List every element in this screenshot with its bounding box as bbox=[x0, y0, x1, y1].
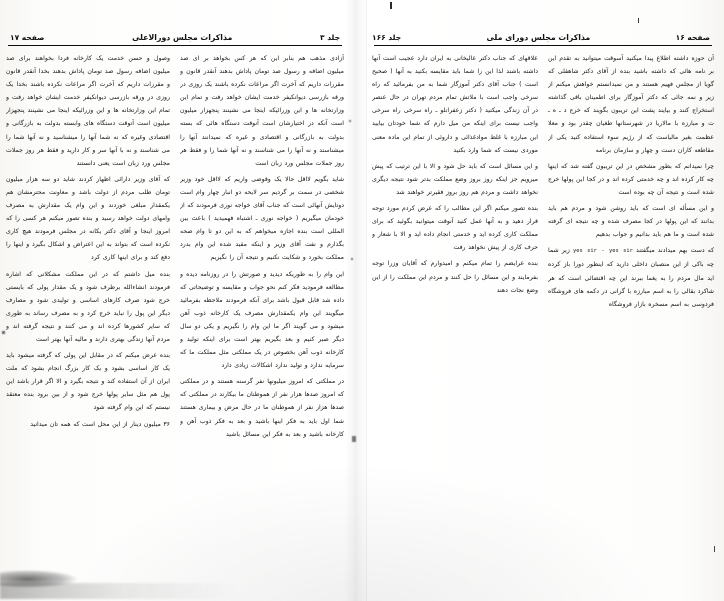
latin-quote: yes sir - yes sir bbox=[573, 248, 633, 255]
right-page-outer-column bbox=[372, 52, 538, 587]
left-page-number-label: صفحه ۱۷ bbox=[10, 33, 45, 42]
paragraph: چرا نمیدانم که بطور مشخص در این تریبون گفته شد که اینها چه کار کرده اند و چه خدمتی کرده اند و در کجا این پولها خرج شده است و نتیجه آن چه بوده است bbox=[548, 162, 714, 196]
paragraph: و این مسائل است که باید حل شود و الا با این ترتیب که پیش میرویم جز اینکه روز بروز وضع مملکت بدتر شود نتیجه دیگری نخواهد داشت و مردم هم روز بروز فقیرتر خواهند شد bbox=[372, 162, 538, 196]
paragraph: آزادی مذهب هم بنابر این که هر کس بخواهد بر ای صد میلیون اضافه و رسول صد تومان پاداش بدهند آنقدر قانون و مقررات داریم که آخرت اگر مراعات نکرده باشند یک روزی در ورقه بازرسی دیوانکیفر خدمت ایشان خواهد رفت و تمام این وزارتخانه ها و این وزرائیکه اینجا می نشینند پنجهزار میلیون است آنکه در اختیارشان است آنوقت دستگاه هائی که بسته بدولت به بازرگانی و اقتصادی و غیره که نمیدانند آنها را میشناسند و نه آنها را می شناسند و نه آنها شما را و فقط هر روز جملات مجلس ورد زبان است bbox=[180, 55, 344, 167]
page-fold-line bbox=[366, 0, 367, 601]
left-page-inner-column bbox=[6, 52, 170, 587]
right-page-volume-label: جلد ۱۶۶ bbox=[372, 33, 402, 42]
paragraph: بنده تصور میکنم اگر این مطالب را که عرض کردم مورد توجه قرار دهید و به آنها عمل کنید آنوقت میتوانید بگوئید که برای مملکت کاری کرده اید و خدمتی انجام داده اید و الا با شعار و حرف کاری از پیش نخواهد رفت bbox=[372, 205, 538, 252]
paragraph: وصول و حسن خدمت یک کارخانه فردا بخواهند برای صد میلیون اضافه رسول صد تومان پاداش بدهند بخدا آنقدر قانون و مقررات داریم که آخرت اگر مراعات نکرده باشند بخدا یک روزی در ورقه بازرسی دیوانکیفر خدمت ایشان خواهد رفت و تمام این وزارتخانه ها و این وزرائیکه اینجا می نشینند پنجهزار میلیون است آنوقت دستگاه های وابسته بدولت به بازرگانی و اقتصادی وغیره که نه شما آنها را میشناسید و نه آنها شما را می شناسند و نه با آنها سر و کار دارید و فقط هر روز جملات مجلس ورد زبان است یعنی دانستند bbox=[6, 55, 170, 167]
left-page-columns bbox=[6, 52, 344, 587]
left-page-header-rule bbox=[8, 45, 342, 46]
paragraph: ۳۶ میلیون دینار از این محل است که همه تان میدانید bbox=[30, 420, 170, 428]
paragraph: بنده عرایضم را تمام میکنم و امیدوارم که آقایان وزرا توجه بفرمایند و این مسائل را حل کنند و مردم این مملکت را از این وضع نجات دهند bbox=[372, 260, 538, 294]
right-page bbox=[362, 0, 724, 601]
right-page-columns bbox=[372, 52, 714, 587]
paragraph: که آقای وزیر دارائی اظهار کردند شاید دو سه هزار میلیون تومان طلب مردم از دولت باشد و معاونت محترمشان هم یکمقدار مبلغی خوردند و این وام یک مقدارش به مصرف وامهای دولت خواهد رسید و بنده تصور میکنم هر کسی را که امروز اینجا و آقای دکتر یکانه در مجلس فرمودند هیچ کاری نکرده است که بتواند به این اعتراض و اشکال بگیرد و اینها را دفع کند و برای اینها کاری کرد bbox=[6, 175, 170, 262]
paragraph: شاید بگویم لااقل حالا یک وقوضی واریم که لااقل خود وزیر شخصی در سمت بر گردیم سر لایحه دو انبار چهار وام است دوتایش آنهائی است که جناب آقای خواجه نوری فرمودند که از خودمان میگیریم ( خواجه نوری ـ اشتباه فهمیدید ) باعث بین المللی است بنده اجازه میخواهم که به این دو تا وام صحه بگذارم و نفت آقای وزیر و اینکه مقید شده این وام بدرد مملکت بخورد و شکایت نکنیم و نتیجه آن را نگیریم bbox=[180, 175, 344, 262]
right-page-header-rule bbox=[374, 45, 712, 46]
left-page-volume-label: جلد ۳ bbox=[320, 33, 340, 42]
paragraph: بنده عرض میکنم که در مقابل این پولی که گرفته میشود باید یک کار اساسی بشود و یک کار بزرگ انجام بشود که ملت ایران از آن استفاده کند و نتیجه بگیرد و الا اگر قرار باشد این پول هم مثل سایر پولها خرج شود و از بین برود بنده معتقد نیستم که این وام گرفته شود bbox=[6, 352, 170, 412]
right-page-inner-column bbox=[548, 52, 714, 587]
paragraph: بنده میل داشتم که در این مملکت مشکلاتی که اشاره فرمودند انشاءالله برطرف شود و یک مقدار پولی که بایستی خرج شود صرف کارهای اساسی و تولیدی شود و مصارف دیگر این پول را نباید خرج کرد و به مصرف رساند به طوری که سایر کشورها کرده اند و می کنند و نتیجه گرفته اند و مردم آنها زندگی بهتری دارند و مالیه آنها بهتر است bbox=[6, 270, 170, 343]
paragraph: و این مسأله ای است که باید روشن شود و مردم هم باید بدانند که این پولها در کجا مصرف شده و چه نتیجه ای گرفته شده است و ما هم باید بدانیم و جواب بدهیم bbox=[548, 205, 714, 239]
left-page-header-title: مذاکرات مجلس دورالاعلی bbox=[132, 33, 233, 42]
dust-speck bbox=[352, 436, 356, 442]
paragraph: علاقهای که جناب دکتر عالیخانی به ایران دارد عجیب است آنها داشته باشند لذا این را شما باید مقایسه بکنید به آنها ( صحیح است ) جناب آقای دکتر آموزگار شما به من بفرمائید که راه سرخی واجب است با ملاتش تمام مردم تهران در حال عنصر در آن زندگی میکنید ( دکتر زعفرانلو ـ راه سرخی راه سرخی واجب نیست برای اینکه من میل دارم که شما خودتان بیایید این مبارزه با غلط موادغذائی و داروئی از تمام این ماده معنی موردی نیست که شما وارد بکنید bbox=[372, 55, 538, 154]
paragraph: در مملکتی که امروز میلیونها نفر گرسنه هستند و در مملکتی که امروز صدها هزار نفر از هموطنان ما بیکارند در مملکتی که صدها هزار نفر از هموطنان ما در حال مرض و بیماری هستند شما اول باید به فکر اینها باشید و بعد به فکر ذوب آهن و کارخانه باشید و بعد به فکر این مسائل باشید bbox=[180, 378, 344, 438]
left-page bbox=[0, 0, 352, 601]
left-page-outer-column bbox=[180, 52, 344, 587]
right-page-running-head bbox=[362, 22, 724, 42]
left-page-running-head bbox=[0, 22, 352, 42]
right-page-number-label: صفحه ۱۶ bbox=[675, 33, 710, 42]
paragraph: این وام را به طوریکه دیدید و صورتش را در روزنامه دیده و مطالعه فرمودید فکر کنم نحو جواب و مقایسه و توضیحاتی که داده شد قابل قبول باشد برای آنکه فرمودند ملاحظه بفرمائید میگویند این وام یکمقدارش مصرف یک کارخانه ذوب آهن میشود و می گویند اگر ما این وام را نگیریم و یکی دو سال دیگر صبر کنیم و بعد بگیریم بهتر است برای اینکه تولید و کارخانه ذوب آهن بخصوص در یک مملکتی مثل مملکت ما که سرمایه ندارد و تولید ندارد اشکالات زیادی دارد bbox=[180, 270, 344, 370]
paragraph: آن حوزه داشته اطلاع پیدا میکنید آسوقت میتوانید به تقدم این بر نامه هائی که داشته باشید بنده از آقای دکتر شاهقلی که گویا از مجلس فهیم هستند و من نمیدانستم خواهش میکنم از زیر و نمه جائی که دکتر آموزگار برای اطمینان باقی گذاشته استخراج کنند و بیایند پشت این تریبون بگویند که خرج د ـ ه ـ ت و مبارزه با مالاریا در شهرستانها طغیان چقدر بود و معلا عظمت بغیر مالیاست که از رژیم سوء استفاده کنید یکی از مقاطعه کاران دست و چهار و سازمان برنامه bbox=[548, 55, 714, 154]
right-page-header-title: مذاکرات مجلس دورای ملی bbox=[486, 33, 591, 42]
paragraph-with-latin-quote: که دست بهم میدادند میگفتند yes sir - yes sir زیر شما چه باکی از این منصبان داخلی دارید که اینطور دورا باز کرده اید مال مردم را به یغما ببرند این چه اقتضائی است که هر شاکرد بقالی را به اسم مبارزه با گرانی در دکمه های فروشگاه فردوسی به اسم مسخره بازار فروشگاه bbox=[548, 247, 714, 308]
